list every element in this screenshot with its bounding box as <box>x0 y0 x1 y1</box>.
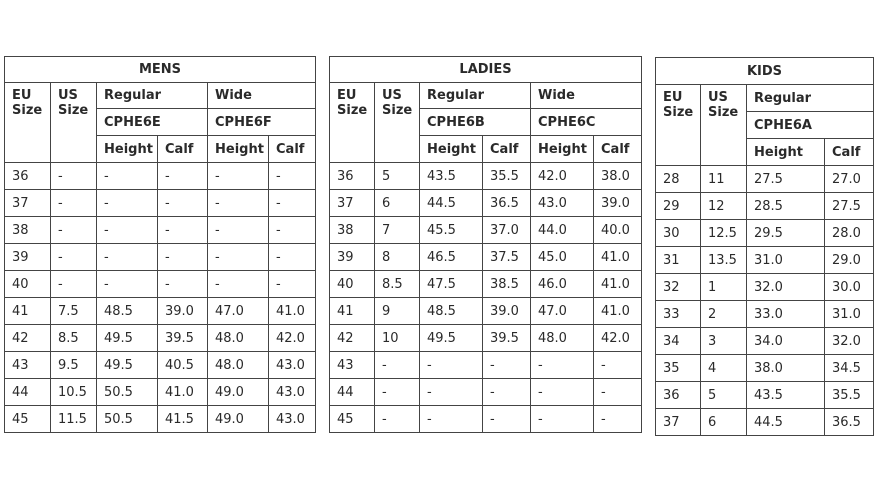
table-cell: 38 <box>330 217 375 244</box>
table-row <box>656 382 874 409</box>
table-cell: 49.5 <box>97 325 158 352</box>
table-cell: 28 <box>656 166 701 193</box>
kids-size-table <box>655 57 874 436</box>
table-cell: 44 <box>330 379 375 406</box>
table-cell: 8 <box>375 244 420 271</box>
table-cell: - <box>531 406 594 433</box>
table-cell: 43.5 <box>747 382 825 409</box>
table-cell: - <box>158 190 208 217</box>
ladies-wide-calf-header: Calf <box>594 136 642 163</box>
ladies-wide-code: CPHE6C <box>531 109 642 136</box>
table-cell: 39.0 <box>594 190 642 217</box>
table-row <box>330 379 642 406</box>
table-cell: 37.5 <box>483 244 531 271</box>
table-cell: - <box>420 379 483 406</box>
table-cell: 41.0 <box>269 298 316 325</box>
mens-size-table <box>4 56 316 433</box>
table-cell: - <box>594 406 642 433</box>
table-cell: 45.5 <box>420 217 483 244</box>
table-row <box>656 328 874 355</box>
table-cell: 41.0 <box>158 379 208 406</box>
table-cell: 8.5 <box>375 271 420 298</box>
table-cell: 39 <box>5 244 51 271</box>
ladies-size-table <box>329 56 642 433</box>
table-cell: - <box>531 379 594 406</box>
mens-wide-calf-header: Calf <box>269 136 316 163</box>
table-cell: 36 <box>656 382 701 409</box>
table-cell: 5 <box>375 163 420 190</box>
table-row <box>5 406 316 433</box>
table-cell: 39 <box>330 244 375 271</box>
ladies-title: LADIES <box>330 57 642 83</box>
table-cell: 41.0 <box>594 271 642 298</box>
table-cell: 48.0 <box>208 325 269 352</box>
table-cell: - <box>51 217 97 244</box>
kids-regular-label: Regular <box>747 85 874 112</box>
table-cell: 39.5 <box>483 325 531 352</box>
table-cell: 37 <box>656 409 701 436</box>
table-cell: 6 <box>701 409 747 436</box>
table-cell: 40.5 <box>158 352 208 379</box>
table-cell: 37 <box>5 190 51 217</box>
table-cell: 47.0 <box>531 298 594 325</box>
table-cell: - <box>208 163 269 190</box>
table-cell: 29 <box>656 193 701 220</box>
table-cell: - <box>208 217 269 244</box>
table-cell: 37.0 <box>483 217 531 244</box>
table-cell: 34.0 <box>747 328 825 355</box>
table-cell: 11 <box>701 166 747 193</box>
table-cell: 41.0 <box>594 244 642 271</box>
table-cell: - <box>208 244 269 271</box>
table-cell: 30 <box>656 220 701 247</box>
table-cell: 38 <box>5 217 51 244</box>
table-cell: - <box>97 271 158 298</box>
table-cell: 47.5 <box>420 271 483 298</box>
table-cell: 28.0 <box>825 220 874 247</box>
table-cell: 43.5 <box>420 163 483 190</box>
ladies-eu-size-header: EU Size <box>330 83 375 163</box>
table-cell: 35.5 <box>825 382 874 409</box>
table-cell: 3 <box>701 328 747 355</box>
table-cell: 46.5 <box>420 244 483 271</box>
table-row <box>5 190 316 217</box>
table-cell: 42.0 <box>594 325 642 352</box>
table-cell: 36 <box>330 163 375 190</box>
table-cell: - <box>420 352 483 379</box>
mens-us-size-header: US Size <box>51 83 97 163</box>
table-cell: 8.5 <box>51 325 97 352</box>
table-cell: 49.5 <box>97 352 158 379</box>
table-row <box>330 217 642 244</box>
table-cell: 42.0 <box>269 325 316 352</box>
table-cell: 12.5 <box>701 220 747 247</box>
table-cell: - <box>483 406 531 433</box>
table-cell: 36.5 <box>483 190 531 217</box>
table-cell: 7.5 <box>51 298 97 325</box>
table-cell: 29.0 <box>825 247 874 274</box>
table-row <box>656 274 874 301</box>
kids-rows <box>656 58 874 436</box>
ladies-wide-label: Wide <box>531 83 642 109</box>
table-cell: 45 <box>5 406 51 433</box>
table-cell: - <box>97 217 158 244</box>
ladies-regular-label: Regular <box>420 83 531 109</box>
table-cell: 28.5 <box>747 193 825 220</box>
table-cell: - <box>97 163 158 190</box>
table-row <box>330 271 642 298</box>
table-cell: 43.0 <box>269 352 316 379</box>
table-cell: - <box>594 352 642 379</box>
ladies-rows <box>330 57 642 433</box>
table-cell: - <box>97 190 158 217</box>
table-cell: 38.0 <box>594 163 642 190</box>
table-cell: - <box>375 352 420 379</box>
table-row <box>656 409 874 436</box>
table-cell: 48.5 <box>420 298 483 325</box>
table-cell: 48.0 <box>208 352 269 379</box>
table-cell: 41 <box>330 298 375 325</box>
table-row <box>330 298 642 325</box>
table-cell: - <box>158 244 208 271</box>
table-cell: 31.0 <box>825 301 874 328</box>
table-cell: 2 <box>701 301 747 328</box>
table-cell: 49.0 <box>208 379 269 406</box>
table-cell: 33.0 <box>747 301 825 328</box>
table-cell: 27.5 <box>825 193 874 220</box>
table-cell: 9.5 <box>51 352 97 379</box>
table-row <box>5 379 316 406</box>
table-cell: 44.0 <box>531 217 594 244</box>
table-row <box>330 190 642 217</box>
table-cell: 48.5 <box>97 298 158 325</box>
table-row <box>330 244 642 271</box>
table-row <box>656 220 874 247</box>
table-cell: 50.5 <box>97 406 158 433</box>
table-cell: 27.0 <box>825 166 874 193</box>
table-cell: 47.0 <box>208 298 269 325</box>
table-cell: 43 <box>330 352 375 379</box>
table-cell: - <box>269 163 316 190</box>
kids-height-header: Height <box>747 139 825 166</box>
table-row <box>656 247 874 274</box>
table-cell: 39.0 <box>158 298 208 325</box>
table-cell: 5 <box>701 382 747 409</box>
table-cell: 41.0 <box>594 298 642 325</box>
table-cell: 44.5 <box>420 190 483 217</box>
kids-us-size-header: US Size <box>701 85 747 166</box>
ladies-regular-calf-header: Calf <box>483 136 531 163</box>
table-cell: - <box>51 163 97 190</box>
table-cell: - <box>375 379 420 406</box>
table-cell: 30.0 <box>825 274 874 301</box>
table-row <box>330 406 642 433</box>
table-cell: 27.5 <box>747 166 825 193</box>
ladies-wide-height-header: Height <box>531 136 594 163</box>
kids-eu-size-header: EU Size <box>656 85 701 166</box>
table-cell: 41.5 <box>158 406 208 433</box>
table-cell: 39.5 <box>158 325 208 352</box>
table-cell: 37 <box>330 190 375 217</box>
mens-regular-calf-header: Calf <box>158 136 208 163</box>
table-cell: - <box>158 163 208 190</box>
table-cell: 45 <box>330 406 375 433</box>
table-cell: 49.5 <box>420 325 483 352</box>
table-cell: 10 <box>375 325 420 352</box>
table-cell: 39.0 <box>483 298 531 325</box>
table-cell: 38.0 <box>747 355 825 382</box>
table-cell: 32 <box>656 274 701 301</box>
table-cell: 1 <box>701 274 747 301</box>
ladies-us-size-header: US Size <box>375 83 420 163</box>
kids-calf-header: Calf <box>825 139 874 166</box>
table-row <box>656 355 874 382</box>
table-cell: 42 <box>5 325 51 352</box>
table-cell: - <box>594 379 642 406</box>
table-cell: 6 <box>375 190 420 217</box>
mens-regular-code: CPHE6E <box>97 109 208 136</box>
table-cell: 34.5 <box>825 355 874 382</box>
table-cell: 33 <box>656 301 701 328</box>
table-cell: 44.5 <box>747 409 825 436</box>
table-row <box>5 352 316 379</box>
table-cell: 41 <box>5 298 51 325</box>
table-cell: 7 <box>375 217 420 244</box>
table-cell: - <box>208 190 269 217</box>
kids-regular-code: CPHE6A <box>747 112 874 139</box>
table-cell: 35.5 <box>483 163 531 190</box>
table-row <box>330 163 642 190</box>
table-cell: - <box>420 406 483 433</box>
table-row <box>5 163 316 190</box>
table-cell: 48.0 <box>531 325 594 352</box>
table-row <box>656 166 874 193</box>
table-cell: 46.0 <box>531 271 594 298</box>
table-cell: 43.0 <box>531 190 594 217</box>
table-cell: - <box>158 217 208 244</box>
table-cell: 42.0 <box>531 163 594 190</box>
table-row <box>330 352 642 379</box>
table-row <box>5 298 316 325</box>
table-cell: 10.5 <box>51 379 97 406</box>
table-cell: 50.5 <box>97 379 158 406</box>
table-row <box>330 325 642 352</box>
table-cell: - <box>51 190 97 217</box>
mens-wide-code: CPHE6F <box>208 109 316 136</box>
table-cell: 34 <box>656 328 701 355</box>
table-cell: 29.5 <box>747 220 825 247</box>
table-cell: 42 <box>330 325 375 352</box>
ladies-regular-code: CPHE6B <box>420 109 531 136</box>
table-row <box>5 325 316 352</box>
mens-regular-height-header: Height <box>97 136 158 163</box>
table-cell: - <box>483 352 531 379</box>
table-cell: 4 <box>701 355 747 382</box>
mens-title: MENS <box>5 57 316 83</box>
table-cell: 45.0 <box>531 244 594 271</box>
table-cell: 13.5 <box>701 247 747 274</box>
table-cell: - <box>375 406 420 433</box>
table-cell: 36 <box>5 163 51 190</box>
table-cell: 49.0 <box>208 406 269 433</box>
table-row <box>5 271 316 298</box>
table-cell: 35 <box>656 355 701 382</box>
table-cell: - <box>51 244 97 271</box>
table-cell: - <box>97 244 158 271</box>
mens-wide-label: Wide <box>208 83 316 109</box>
table-cell: 32.0 <box>825 328 874 355</box>
table-cell: 44 <box>5 379 51 406</box>
table-cell: 31 <box>656 247 701 274</box>
mens-regular-label: Regular <box>97 83 208 109</box>
kids-title: KIDS <box>656 58 874 85</box>
table-cell: 43 <box>5 352 51 379</box>
table-cell: 36.5 <box>825 409 874 436</box>
table-cell: 9 <box>375 298 420 325</box>
mens-eu-size-header: EU Size <box>5 83 51 163</box>
table-cell: 38.5 <box>483 271 531 298</box>
table-cell: 32.0 <box>747 274 825 301</box>
table-row <box>5 217 316 244</box>
table-row <box>5 244 316 271</box>
table-cell: 43.0 <box>269 406 316 433</box>
table-cell: 43.0 <box>269 379 316 406</box>
ladies-regular-height-header: Height <box>420 136 483 163</box>
table-cell: 40 <box>5 271 51 298</box>
table-row <box>656 193 874 220</box>
table-cell: 31.0 <box>747 247 825 274</box>
table-cell: - <box>269 217 316 244</box>
table-cell: - <box>483 379 531 406</box>
table-cell: - <box>269 244 316 271</box>
table-cell: 40.0 <box>594 217 642 244</box>
table-row <box>656 301 874 328</box>
table-cell: - <box>269 271 316 298</box>
table-cell: 11.5 <box>51 406 97 433</box>
table-cell: 40 <box>330 271 375 298</box>
table-cell: - <box>51 271 97 298</box>
table-cell: - <box>158 271 208 298</box>
table-cell: - <box>269 190 316 217</box>
mens-wide-height-header: Height <box>208 136 269 163</box>
table-cell: - <box>208 271 269 298</box>
mens-rows <box>5 57 316 433</box>
table-cell: - <box>531 352 594 379</box>
table-cell: 12 <box>701 193 747 220</box>
